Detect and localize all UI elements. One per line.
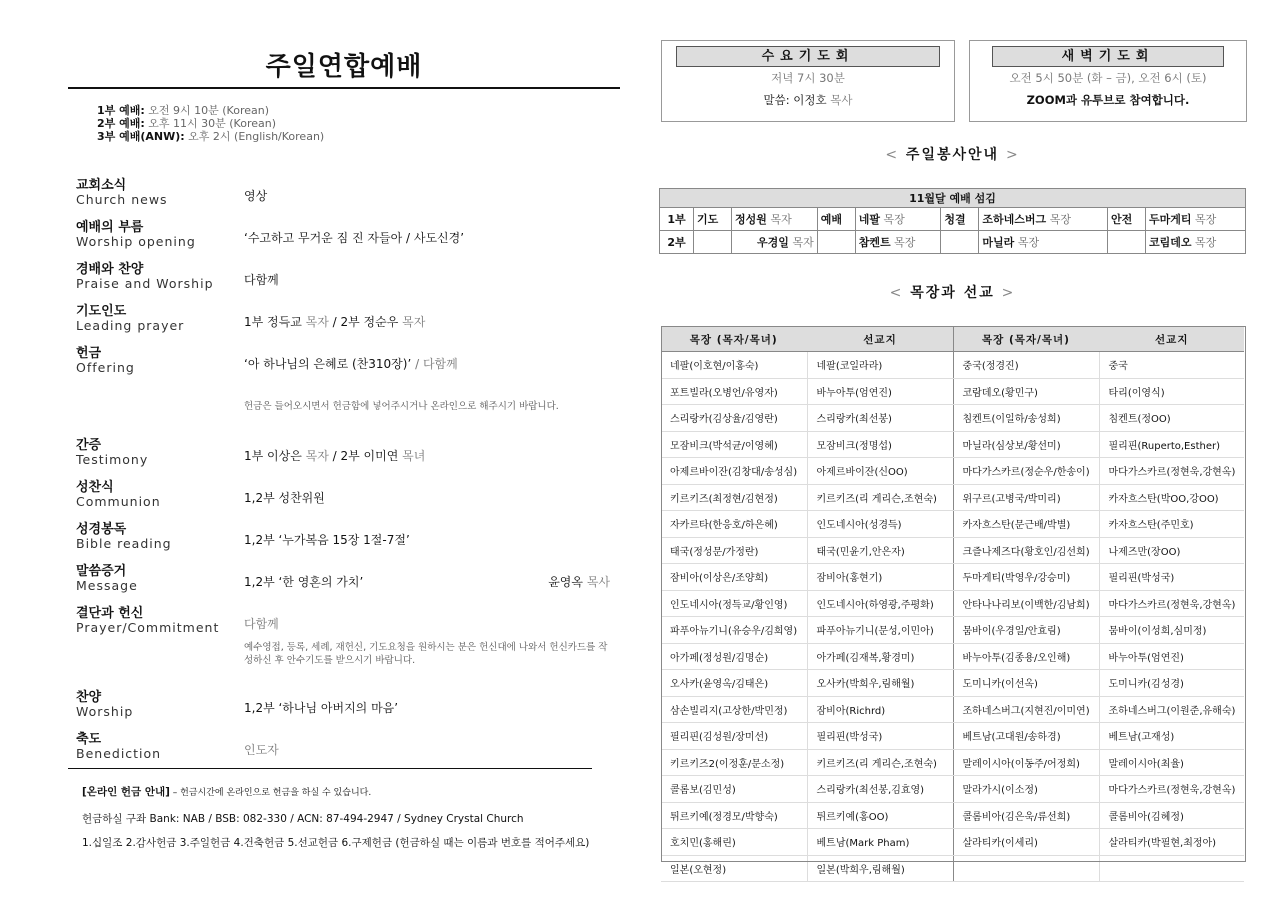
mission-header-row <box>661 327 1244 352</box>
mission-field-cell: 말레이시아(최율) <box>1099 749 1244 776</box>
mission-row <box>661 564 1244 591</box>
mokjang-cell: 말라가시(이소정) <box>953 776 1099 803</box>
mission-row <box>661 537 1244 564</box>
order-item-benediction: 축도 Benediction 인도자 <box>76 732 279 761</box>
service-time-3: 3부 예배(ANW): 오후 2시 (English/Korean) <box>97 130 325 143</box>
order-item-message: 말씀증거 Message 1,2부 ‘한 영혼의 가치’ 윤영옥 목사 <box>76 564 610 593</box>
mokjang-cell: 키르키즈2(이정훈/문소정) <box>661 749 807 776</box>
mission-field-cell: 태국(민윤기,안은자) <box>807 537 953 564</box>
mission-field-cell: 뭄바이(이성희,심미정) <box>1099 617 1244 644</box>
wednesday-prayer-title: 수요기도회 <box>676 46 940 67</box>
mokjang-cell: 삼손빌리지(고상한/박민정) <box>661 696 807 723</box>
mission-row <box>661 484 1244 511</box>
mission-field-cell: 타리(이영식) <box>1099 378 1244 405</box>
order-item-worship: 찬양 Worship 1,2부 ‘하나님 아버지의 마음’ <box>76 690 399 719</box>
order-item-communion: 성찬식 Communion 1,2부 성찬위원 <box>76 480 325 509</box>
mokjang-cell: 살라티카(이세리) <box>953 829 1099 856</box>
mission-row <box>661 405 1244 432</box>
mokjang-cell: 호치민(홍해린) <box>661 829 807 856</box>
mission-row <box>661 802 1244 829</box>
mission-row <box>661 855 1244 882</box>
mission-row <box>661 511 1244 538</box>
mokjang-cell: 자카르타(한응호/하은혜) <box>661 511 807 538</box>
mission-field-cell: 카자흐스탄(주민호) <box>1099 511 1244 538</box>
mission-field-cell: 키르키즈(리 게리슨,조현숙) <box>807 749 953 776</box>
mission-field-cell: 살라티카(박필현,최정아) <box>1099 829 1244 856</box>
order-item-praise: 경배와 찬양 Praise and Worship 다함께 <box>76 262 279 291</box>
mission-field-cell: 조하네스버그(이원준,유해숙) <box>1099 696 1244 723</box>
service-table <box>659 188 1246 254</box>
offering-categories: 1.십일조 2.감사헌금 3.주일헌금 4.건축헌금 5.선교헌금 6.구제헌금 (헌금하실 때는 이름과 번호를 적어주세요) <box>82 837 590 849</box>
mokjang-cell: 카자흐스탄(문근배/박별) <box>953 511 1099 538</box>
mission-field-cell: 네팔(코일라라) <box>807 352 953 379</box>
mokjang-cell: 침켄트(이일하/송성희) <box>953 405 1099 432</box>
dawn-prayer-note: ZOOM과 유투브로 참여합니다. <box>1026 93 1190 107</box>
mission-table <box>661 327 1244 882</box>
mokjang-cell: 마닐라(심상보/황선미) <box>953 431 1099 458</box>
mission-field-cell: 아가페(김재복,황경미) <box>807 643 953 670</box>
order-item-commitment: 결단과 헌신 Prayer/Commitment 다함께 <box>76 606 279 635</box>
mokjang-cell: 튀르키예(정경모/박향숙) <box>661 802 807 829</box>
order-item-prayer: 기도인도 Leading prayer 1부 정득교 목자 / 2부 정순우 목자 <box>76 304 426 333</box>
mokjang-cell: 모잠비크(박석균/이영혜) <box>661 431 807 458</box>
mokjang-cell: 안타나나리보(이백한/김남희) <box>953 590 1099 617</box>
mokjang-cell: 크즐나제즈다(황호인/김선희) <box>953 537 1099 564</box>
mission-row <box>661 431 1244 458</box>
mission-field-cell: 침켄트(정OO) <box>1099 405 1244 432</box>
page-title: 주일연합예배 <box>265 52 423 82</box>
mission-field-cell: 잠비아(홍현기) <box>807 564 953 591</box>
service-times <box>97 104 324 143</box>
service-row-2: 2부 우경일 목자 참켄트 목장 마닐라 목장 코림데오 목장 <box>660 231 1246 254</box>
mission-field-cell: 일본(박희우,림해월) <box>807 855 953 882</box>
mokjang-cell: 도미니카(이선옥) <box>953 670 1099 697</box>
order-item-bible-reading: 성경봉독 Bible reading 1,2부 ‘누가복음 15장 1절-7절’ <box>76 522 410 551</box>
mission-row <box>661 723 1244 750</box>
mission-row <box>661 776 1244 803</box>
service-row-1: 1부 기도 정성원 목자 예배 네팔 목장 청결 조하네스버그 목장 안전 두마게티 목장 <box>660 208 1246 231</box>
mission-field-cell: 마다가스카르(정현욱,강현옥) <box>1099 776 1244 803</box>
service-time-1: 1부 예배: 오전 9시 10분 (Korean) <box>97 104 269 117</box>
mission-field-cell: 바누아투(엄연진) <box>807 378 953 405</box>
wednesday-prayer-box <box>661 40 955 122</box>
wednesday-prayer-time: 저녁 7시 30분 <box>771 71 845 85</box>
mokjang-cell: 콜롬보(김민성) <box>661 776 807 803</box>
mission-row <box>661 696 1244 723</box>
mission-field-cell: 모잠비크(정명섭) <box>807 431 953 458</box>
mission-section-title: < 목장과 선교 > <box>889 285 1016 301</box>
order-item-offering: 헌금 Offering ‘아 하나님의 은혜로 (찬310장)’ / 다함께 <box>76 346 458 375</box>
mission-field-cell: 스리랑카(최선봉,김효영) <box>807 776 953 803</box>
service-section-title: < 주일봉사안내 > <box>885 147 1020 163</box>
mokjang-cell: 인도네시아(정득교/황인영) <box>661 590 807 617</box>
mission-row <box>661 829 1244 856</box>
mokjang-cell: 위구르(고병국/박미리) <box>953 484 1099 511</box>
service-table-header: 11월달 예배 섬김 <box>660 189 1246 208</box>
mokjang-cell: 콜롬비아(김은욱/류선희) <box>953 802 1099 829</box>
mokjang-cell: 태국(정성문/가정란) <box>661 537 807 564</box>
mokjang-cell: 말레이시아(이동주/어정희) <box>953 749 1099 776</box>
mission-field-cell: 마다가스카르(정현욱,강현옥) <box>1099 458 1244 485</box>
mission-row <box>661 643 1244 670</box>
mission-row <box>661 590 1244 617</box>
mokjang-cell <box>953 855 1099 882</box>
mokjang-cell: 베트남(고대원/송하경) <box>953 723 1099 750</box>
commitment-note: 예수영접, 등록, 세례, 재헌신, 기도요청을 원하시는 분은 헌신대에 나와서 헌신카드를 작성하신 후 안수기도를 받으시기 바랍니다. <box>244 642 608 666</box>
mokjang-cell: 조하네스버그(지현진/이미연) <box>953 696 1099 723</box>
mission-field-cell: 오사카(박희우,림해월) <box>807 670 953 697</box>
dawn-prayer-title: 새벽기도회 <box>992 46 1224 67</box>
online-divider <box>68 768 592 769</box>
mission-field-cell: 키르키즈(리 게리슨,조현숙) <box>807 484 953 511</box>
mokjang-cell: 바누아투(김종용/오인해) <box>953 643 1099 670</box>
mission-field-cell: 카자흐스탄(박OO,강OO) <box>1099 484 1244 511</box>
dawn-prayer-box <box>969 40 1247 122</box>
title-divider <box>68 87 620 89</box>
service-time-2: 2부 예배: 오후 11시 30분 (Korean) <box>97 117 276 130</box>
mission-field-cell: 필리핀(Ruperto,Esther) <box>1099 431 1244 458</box>
mission-field-cell: 아제르바이잔(신OO) <box>807 458 953 485</box>
mission-header-cell: 목장 (목자/목녀) <box>661 327 807 352</box>
mission-field-cell: 파푸아뉴기니(문성,이민아) <box>807 617 953 644</box>
mission-row <box>661 749 1244 776</box>
mokjang-cell: 아가페(정성원/김명순) <box>661 643 807 670</box>
mission-field-cell: 인도네시아(하영광,주평화) <box>807 590 953 617</box>
mokjang-cell: 잠비아(이상은/조양희) <box>661 564 807 591</box>
mission-row <box>661 378 1244 405</box>
mokjang-cell: 뭄바이(우경일/안효림) <box>953 617 1099 644</box>
mokjang-cell: 마다가스카르(정순우/한송이) <box>953 458 1099 485</box>
order-item-testimony: 간증 Testimony 1부 이상은 목자 / 2부 이미연 목녀 <box>76 438 426 467</box>
mokjang-cell: 키르키즈(최정현/김현정) <box>661 484 807 511</box>
mokjang-cell: 중국(정경진) <box>953 352 1099 379</box>
mission-field-cell: 베트남(Mark Pham) <box>807 829 953 856</box>
mission-field-cell: 베트남(고재성) <box>1099 723 1244 750</box>
mission-field-cell: 잠비아(Richrd) <box>807 696 953 723</box>
mokjang-cell: 필리핀(김성원/장미선) <box>661 723 807 750</box>
mission-field-cell: 콜롬비아(김혜정) <box>1099 802 1244 829</box>
mission-header-cell: 목장 (목자/목녀) <box>953 327 1099 352</box>
mission-field-cell: 필리핀(박성국) <box>1099 564 1244 591</box>
mission-field-cell: 인도네시아(성경득) <box>807 511 953 538</box>
mokjang-cell: 일본(오현정) <box>661 855 807 882</box>
mission-row <box>661 617 1244 644</box>
mission-field-cell: 필리핀(박성국) <box>807 723 953 750</box>
mokjang-cell: 오사카(윤영옥/김태은) <box>661 670 807 697</box>
mokjang-cell: 포트빌라(오병언/유영자) <box>661 378 807 405</box>
mission-header-cell: 선교지 <box>1099 327 1244 352</box>
wednesday-prayer-speaker: 말씀: 이정호 목사 <box>763 93 853 107</box>
preacher: 윤영옥 목사 <box>548 575 610 589</box>
mission-row <box>661 352 1244 379</box>
order-item-church-news: 교회소식 Church news 영상 <box>76 178 268 207</box>
mokjang-cell: 아제르바이잔(김창대/송성심) <box>661 458 807 485</box>
mission-field-cell: 도미니카(김성경) <box>1099 670 1244 697</box>
order-item-worship-opening: 예배의 부름 Worship opening ‘수고하고 무거운 짐 진 자들아 / 사도신경’ <box>76 220 465 249</box>
mission-field-cell: 바누아투(엄연진) <box>1099 643 1244 670</box>
mission-field-cell: 스리랑카(최선봉) <box>807 405 953 432</box>
mission-row <box>661 670 1244 697</box>
mokjang-cell: 파푸아뉴기니(유승우/김희영) <box>661 617 807 644</box>
dawn-prayer-time: 오전 5시 50분 (화 – 금), 오전 6시 (토) <box>1009 71 1207 85</box>
mission-field-cell <box>1099 855 1244 882</box>
mission-row <box>661 458 1244 485</box>
mission-field-cell: 나제즈만(장OO) <box>1099 537 1244 564</box>
mission-field-cell: 튀르키예(홍OO) <box>807 802 953 829</box>
mokjang-cell: 코람데오(황민구) <box>953 378 1099 405</box>
mission-header-cell: 선교지 <box>807 327 953 352</box>
mission-field-cell: 마다가스카르(정현욱,강현옥) <box>1099 590 1244 617</box>
mokjang-cell: 스리랑카(김상율/김영란) <box>661 405 807 432</box>
mokjang-cell: 두마게티(박영우/강승미) <box>953 564 1099 591</box>
bank-info: 헌금하실 구좌 Bank: NAB / BSB: 082-330 / ACN: 87-494-2947 / Sydney Crystal Church <box>82 813 524 825</box>
mission-field-cell: 중국 <box>1099 352 1244 379</box>
mokjang-cell: 네팔(이호현/이홍숙) <box>661 352 807 379</box>
worship-order-column <box>68 0 620 905</box>
offering-note: 헌금은 들어오시면서 헌금함에 넣어주시거나 온라인으로 해주시기 바랍니다. <box>244 401 559 412</box>
online-offering-title: [온라인 헌금 안내] – 헌금시간에 온라인으로 헌금을 하실 수 있습니다. <box>82 786 372 798</box>
